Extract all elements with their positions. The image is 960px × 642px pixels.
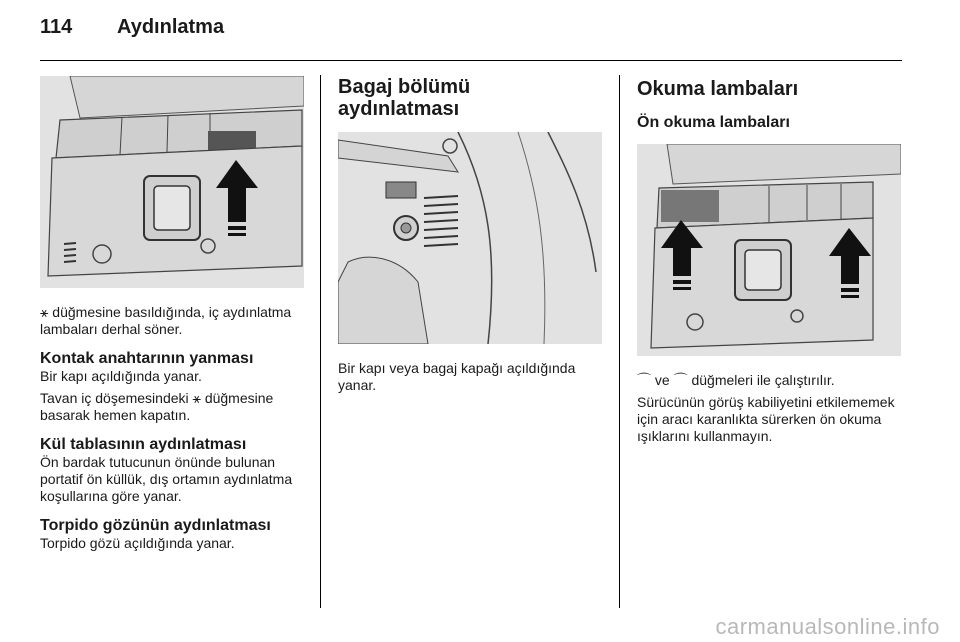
reading-lights-text-1-post: düğmeleri ile çalıştırılır.	[691, 372, 835, 388]
interior-light-illustration	[40, 76, 304, 288]
ignition-light-text-2-post: düğmesine basarak hemen kapatın.	[40, 390, 274, 423]
interior-light-icon: ⚹	[192, 390, 201, 406]
ashtray-light-heading: Kül tablasının aydınlatması	[40, 436, 247, 453]
reading-lights-and: ve	[654, 372, 670, 388]
glovebox-light-text: Torpido gözü açıldığında yanar.	[40, 535, 235, 551]
page-number: 114	[40, 16, 73, 38]
ignition-light-text-2-pre: Tavan iç döşemesindeki	[40, 390, 189, 406]
column-2	[338, 76, 602, 394]
cargo-light-heading-line-2: aydınlatması	[338, 98, 460, 120]
watermark: carmanualsonline.info	[715, 614, 940, 639]
reading-light-left-icon: ⌒	[637, 372, 651, 388]
ignition-light-text-1: Bir kapı açıldığında yanar.	[40, 368, 202, 384]
header-rule	[40, 60, 902, 61]
reading-lights-text-1	[637, 372, 901, 389]
reading-lights-figure	[637, 144, 901, 356]
reading-lights-text-2: Sürücünün görüş kabiliyetini etkilememek için aracı karanlıkta sürerken ön okuma ışıklarını kullanmayın.	[637, 394, 895, 444]
ashtray-light-text: Ön bardak tutucunun önünde bulunan portatif ön küllük, dış ortamın aydınlatma koşullarına göre yanar.	[40, 454, 293, 504]
front-reading-lights-subheading: Ön okuma lambaları	[637, 114, 790, 131]
page-title: Aydınlatma	[117, 16, 225, 38]
column-1	[40, 76, 304, 552]
figure-caption	[40, 304, 304, 338]
reading-light-right-icon: ⌒	[673, 372, 688, 388]
cargo-light-figure	[338, 132, 602, 344]
ignition-light-heading: Kontak anahtarının yanması	[40, 350, 254, 367]
column-divider	[320, 75, 321, 608]
reading-lights-illustration	[637, 144, 901, 356]
column-divider	[619, 75, 620, 608]
interior-light-switch-figure	[40, 76, 304, 288]
cargo-light-illustration	[338, 132, 602, 344]
caption-text: düğmesine basıldığında, iç aydınlatma lambaları derhal söner.	[40, 304, 292, 337]
glovebox-light-heading: Torpido gözünün aydınlatması	[40, 517, 271, 534]
cargo-light-heading-line-1: Bagaj bölümü	[338, 76, 471, 98]
ignition-light-text-2	[40, 390, 304, 424]
interior-light-icon: ⚹	[40, 304, 49, 320]
reading-lights-heading: Okuma lambaları	[637, 78, 799, 100]
column-3	[637, 76, 901, 445]
cargo-light-text: Bir kapı veya bagaj kapağı açıldığında yanar.	[338, 360, 576, 393]
cargo-light-heading	[338, 76, 602, 120]
